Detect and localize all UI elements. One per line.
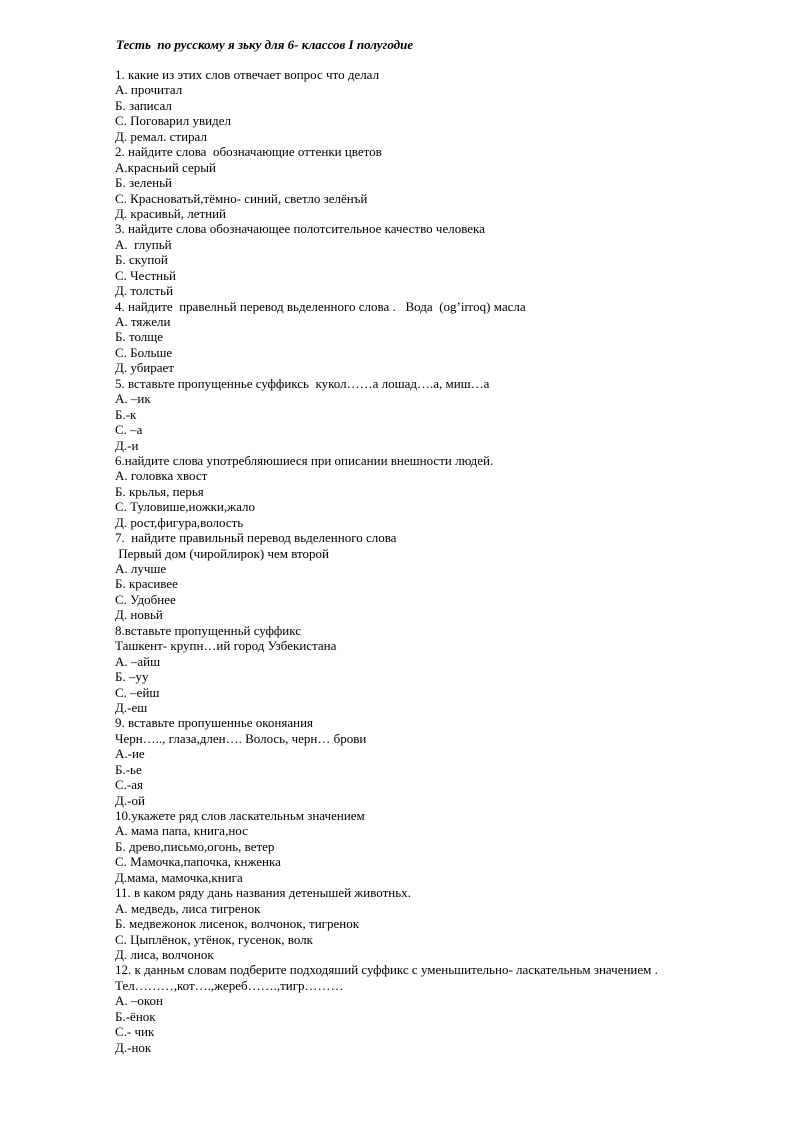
text-line: Тел………,кот….,жереб…….,тигр……… xyxy=(115,977,344,993)
answer-option: Б. древо,письмо,огонь, ветер xyxy=(115,838,275,854)
answer-option: А. –айш xyxy=(115,653,161,669)
question-line: 12. к данньм словам подберите подходяший суффикс с уменьшительно- ласкательньм значением . xyxy=(115,962,658,978)
answer-option: А. лучше xyxy=(115,561,167,576)
test-body xyxy=(115,67,658,1055)
answer-option: Д. красивьй, летний xyxy=(115,205,227,221)
answer-option: С. –а xyxy=(115,422,143,438)
answer-option: Б. толще xyxy=(115,329,164,345)
answer-option: Б. медвежонок лисенок, волчонок, тигренок xyxy=(115,916,360,932)
answer-option: Д. новьй xyxy=(115,607,163,623)
answer-option: С. Больше xyxy=(115,344,173,360)
answer-option: С. Красноватьй,тёмно- синий, светло зелёнъй xyxy=(115,190,368,206)
answer-option: Б.-к xyxy=(115,406,137,422)
answer-option: А. медведь, лиса тигренок xyxy=(115,900,261,916)
answer-option: А. –ик xyxy=(115,391,151,407)
answer-option: Б. зеленьй xyxy=(115,175,172,191)
question-line: 7. найдите правильньй перевод вьделенного слова xyxy=(115,530,397,546)
answer-option: С. –ейш xyxy=(115,684,160,700)
question-line: 2. найдите слова обозначающие оттенки цветов xyxy=(115,144,382,160)
answer-option: Б.-ье xyxy=(115,761,142,777)
answer-option: С. Туловише,ножки,жало xyxy=(115,499,255,515)
question-line: 5. вставьте пропущенньe суффиксь кукол……а лошад….а, миш…а xyxy=(115,375,490,391)
answer-option: Б.-ёнок xyxy=(115,1008,156,1024)
answer-option: А.красньий серый xyxy=(115,159,216,175)
question-line: 4. найдите правелньй перевод вьделенного слова . Вода (og’irroq) масла xyxy=(115,298,526,314)
answer-option: С.-ая xyxy=(115,777,143,793)
answer-option: А. глупьй xyxy=(115,236,172,252)
answer-option: С. Удобнее xyxy=(115,591,176,607)
answer-option: Д.-нок xyxy=(115,1039,152,1055)
answer-option: Д. толстьй xyxy=(115,283,174,299)
answer-option: С. Честньй xyxy=(115,267,177,283)
answer-option: С.- чик xyxy=(115,1024,155,1040)
question-line: 8.вставьте пропущенньй суффикс xyxy=(115,622,301,638)
answer-option: А. –окон xyxy=(115,993,164,1009)
answer-option: Б. скупой xyxy=(115,252,168,268)
answer-option: Б. –уу xyxy=(115,669,149,685)
answer-option: Д.-ой xyxy=(115,792,145,808)
answer-option: С. Поговарил увидел xyxy=(115,113,231,129)
answer-option: Д.-еш xyxy=(115,699,148,715)
answer-option: Б. крьлья, перья xyxy=(115,483,204,499)
answer-option: Д.-и xyxy=(115,437,139,453)
text-line: Первый дом (чиройлирок) чем второй xyxy=(115,545,330,561)
answer-option: А. мама папа, книга,нос xyxy=(115,823,248,839)
question-line: 10.укажете ряд слов ласкательньм значением xyxy=(115,808,365,823)
text-line: Ташкент- крупн…ий город Узбекистана xyxy=(115,638,337,654)
question-line: 1. какие из этих слов отвечает вопрос что делал xyxy=(115,67,380,82)
document-title: Тесть по русскому я зьку для 6- классов I полугодие xyxy=(116,37,414,52)
answer-option: С. Мамочка,папочка, кнженка xyxy=(115,854,281,870)
answer-option: Д. лиса, волчонок xyxy=(115,946,214,962)
answer-option: Д. ремал. стирал xyxy=(115,128,207,144)
question-line: 11. в каком ряду дань названия детенышей животньх. xyxy=(115,885,411,901)
question-line: 9. вставьте пропушенньe оконяания xyxy=(115,715,314,731)
answer-option: А. тяжели xyxy=(115,314,171,329)
answer-option: Б. записал xyxy=(115,97,172,113)
answer-option: Д. рост,фигура,волость xyxy=(115,514,244,530)
answer-option: Б. красивее xyxy=(115,576,178,592)
answer-option: Д.мама, мамочка,книга xyxy=(115,869,243,885)
answer-option: А. головка хвост xyxy=(115,468,208,484)
answer-option: Д. убирает xyxy=(115,360,174,376)
question-line: 3. найдите слова обозначающее полотсительное качество человека xyxy=(115,221,485,237)
answer-option: А.-ие xyxy=(115,746,145,762)
answer-option: С. Цыплёнок, утёнок, гусенок, волк xyxy=(115,931,313,947)
answer-option: А. прочитал xyxy=(115,82,183,98)
text-line: Черн….., глаза,длен…. Волось, черн… брови xyxy=(115,730,367,746)
question-line: 6.найдите слова употребляюшиеся при описании внешности людей. xyxy=(115,452,494,468)
